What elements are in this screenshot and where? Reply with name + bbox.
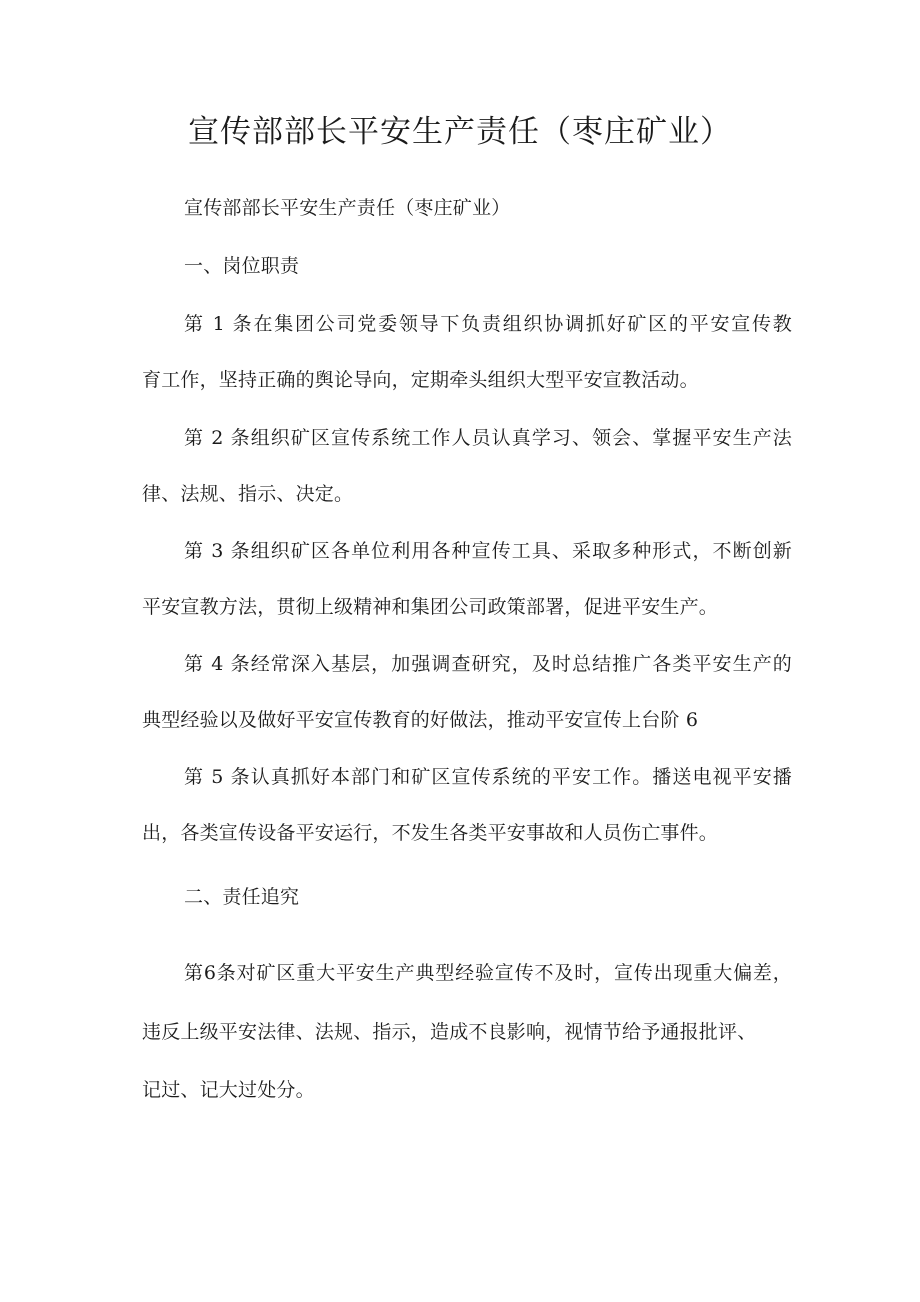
article-1-line-2: 育工作，坚持正确的舆论导向，定期牵头组织大型平安宣教活动。 bbox=[142, 369, 699, 391]
article-1-line-1: 第 1 条在集团公司党委领导下负责组织协调抓好矿区的平安宣传教 bbox=[184, 313, 792, 335]
article-5-line-2: 出，各类宣传设备平安运行，不发生各类平安事故和人员伤亡事件。 bbox=[142, 822, 719, 844]
article-6-line-2: 违反上级平安法律、法规、指示，造成不良影响，视情节给予通报批评、 bbox=[142, 1021, 757, 1043]
article-2-line-2: 律、法规、指示、决定。 bbox=[142, 483, 354, 505]
section-heading-accountability: 二、责任追究 bbox=[184, 886, 300, 908]
article-4-line-2: 典型经验以及做好平安宣传教育的好做法，推动平安宣传上台阶 6 bbox=[142, 709, 699, 731]
article-6-line-3: 记过、记大过处分。 bbox=[142, 1079, 315, 1101]
article-5-line-1: 第 5 条认真抓好本部门和矿区宣传系统的平安工作。播送电视平安播 bbox=[184, 766, 792, 788]
document-title: 宣传部部长平安生产责任（枣庄矿业） bbox=[188, 114, 732, 150]
article-2-line-1: 第 2 条组织矿区宣传系统工作人员认真学习、领会、掌握平安生产法 bbox=[184, 427, 792, 449]
article-4-line-1: 第 4 条经常深入基层，加强调查研究，及时总结推广各类平安生产的 bbox=[184, 653, 792, 675]
article-3-line-2: 平安宣教方法，贯彻上级精神和集团公司政策部署，促进平安生产。 bbox=[142, 596, 719, 618]
section-heading-duties: 一、岗位职责 bbox=[184, 255, 300, 277]
article-3-line-1: 第 3 条组织矿区各单位利用各种宣传工具、采取多种形式，不断创新 bbox=[184, 540, 792, 562]
article-6-line-1: 第6条对矿区重大平安生产典型经验宣传不及时，宣传出现重大偏差， bbox=[184, 962, 792, 984]
document-subtitle: 宣传部部长平安生产责任（枣庄矿业） bbox=[184, 197, 511, 219]
